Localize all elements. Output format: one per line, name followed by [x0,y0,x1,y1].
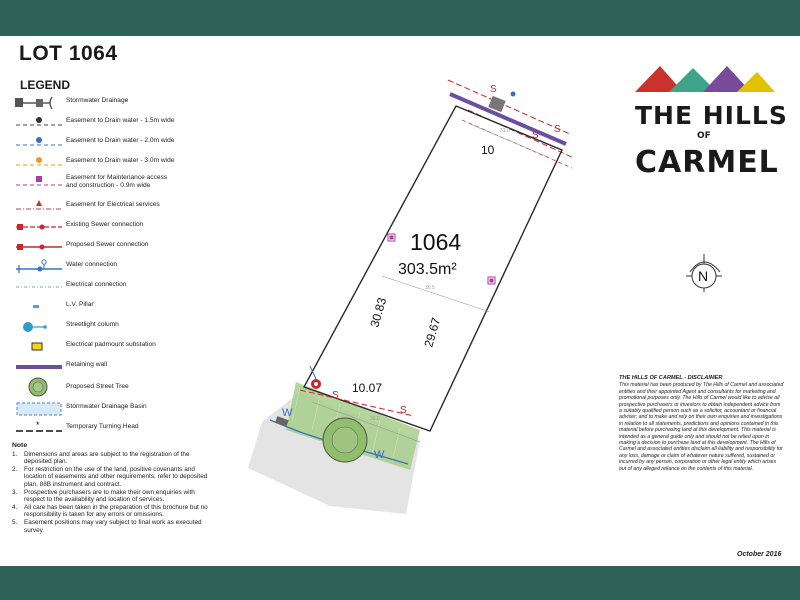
sewer-mark: S [490,84,497,95]
dimension-bottom: 10.07 [352,381,383,395]
water-mark: W [374,449,385,461]
logo-mark [625,62,785,182]
small-dimension: 30.0 [370,416,380,422]
water-meter [511,92,516,97]
sewer-mark: S [554,124,561,135]
legend-label: Proposed Sewer connection [66,241,149,248]
dimension-top: 10 [480,142,495,158]
dimension-left: 30.83 [367,296,390,329]
logo-mountain-yellow [737,72,775,92]
legend-label: Streetlight column [66,321,119,328]
disclaimer [619,375,784,472]
legend-title: LEGEND [20,78,71,92]
note-number: 1. [12,450,18,458]
maintenance-marker-fill [390,236,394,240]
street-tree-inner [332,427,358,453]
legend-label: Stormwater Drainage Basin [66,403,147,410]
legend-label: Existing Sewer connection [66,221,144,228]
note-text: All care has been taken in the preparation of this brochure but no responsibility is taken for any errors or omissions. [24,503,208,519]
legend-label: Retaining wall [66,361,108,368]
note-number: 4. [12,503,18,511]
legend-label: L.V. Pillar [66,301,94,308]
sewer-mark: S [400,405,407,416]
water-mark: W [282,407,293,419]
note-number: 2. [12,465,18,473]
legend-label: Electrical padmount substation [66,341,156,348]
sewer-connection-center [314,382,318,386]
dimension-right: 29.67 [421,316,444,349]
legend-label: Stormwater Drainage [66,97,129,104]
legend-label: Electrical connection [66,281,127,288]
note-text: Easement positions may vary subject to final work as executed survey. [24,518,202,534]
retaining-wall [450,94,566,144]
notes-title: Note [12,442,28,449]
issue-date: October 2016 [737,551,782,558]
lot-number: 1064 [410,229,462,255]
legend-label: Water connection [66,261,118,268]
lot-area: 303.5m² [398,261,457,278]
legend-label: Proposed Street Tree [66,383,129,390]
hills-of-carmel-logo [625,62,785,182]
note-text: For restriction on the use of the land, positive covenants and location of easements and other requirements, refer to deposited plan, 88B instrument and contract. [24,465,208,488]
page-title: LOT 1064 [19,42,118,65]
note-number: 3. [12,488,18,496]
legend-label-line2: and construction - 0.9m wide [66,182,151,189]
sewer-mark: S [332,390,339,401]
svg-text:*: * [36,420,40,430]
north-arrow-icon [686,254,722,292]
note-text: Prospective purchasers are to make their own enquiries with respect to the availability and location of services. [24,488,195,504]
legend-label: Easement to Drain water - 1.5m wide [66,117,175,124]
sewer-mark: S [532,130,539,141]
note-number: 5. [12,518,18,526]
lot-plan-sheet [0,36,800,566]
legend-label: Temporary Turning Head [66,423,139,430]
disclaimer-title: THE HILLS OF CARMEL - DISCLAIMER [619,375,723,381]
legend-label-line1: Easement for Maintenance access [66,174,168,181]
logo-line3: CARMEL [635,145,779,180]
legend-label: Easement for Electrical services [66,201,160,208]
logo-line1: THE HILLS [635,101,785,130]
sewer-line [448,80,570,134]
legend-label: Easement to Drain water - 2.0m wide [66,137,175,144]
logo-line2: OF [697,131,711,141]
disclaimer-text: This material has been produced by The Hills of Carmel and associated entities and their appointed Agent and consultants for marketing and promotional purposes only. The Hills of Carmel would like to advise all prospective purchasers or investors to obtain independent advice from a suitably qualified person such as a solicitor, accountant or financial adviser; and to make and rely on their own enquiries and investigations in relation to all statements, predictions and opinions contained in this material before purchasing land at this development. This material is intended as a general guide only and should not be relied upon in making a decision to purchase land at this development. The Hills of Carmel and associated entities disclaim all liability and responsibility for any loss, damage or claim of whatever nature suffered, sustained or incurred by any person, corporation or other legal entity which arises out of any alleged reliance on the contents of this material. [619,382,784,472]
legend-label: Easement to Drain water - 3.0m wide [66,157,175,164]
dimension-line [382,276,490,312]
small-dimension: 30.5 [425,285,435,291]
note-text: Dimensions and areas are subject to the registration of the deposited plan. [24,450,190,466]
small-dimension: 31.0 [500,128,510,134]
maintenance-marker-fill [490,279,494,283]
north-label: N [698,268,709,284]
